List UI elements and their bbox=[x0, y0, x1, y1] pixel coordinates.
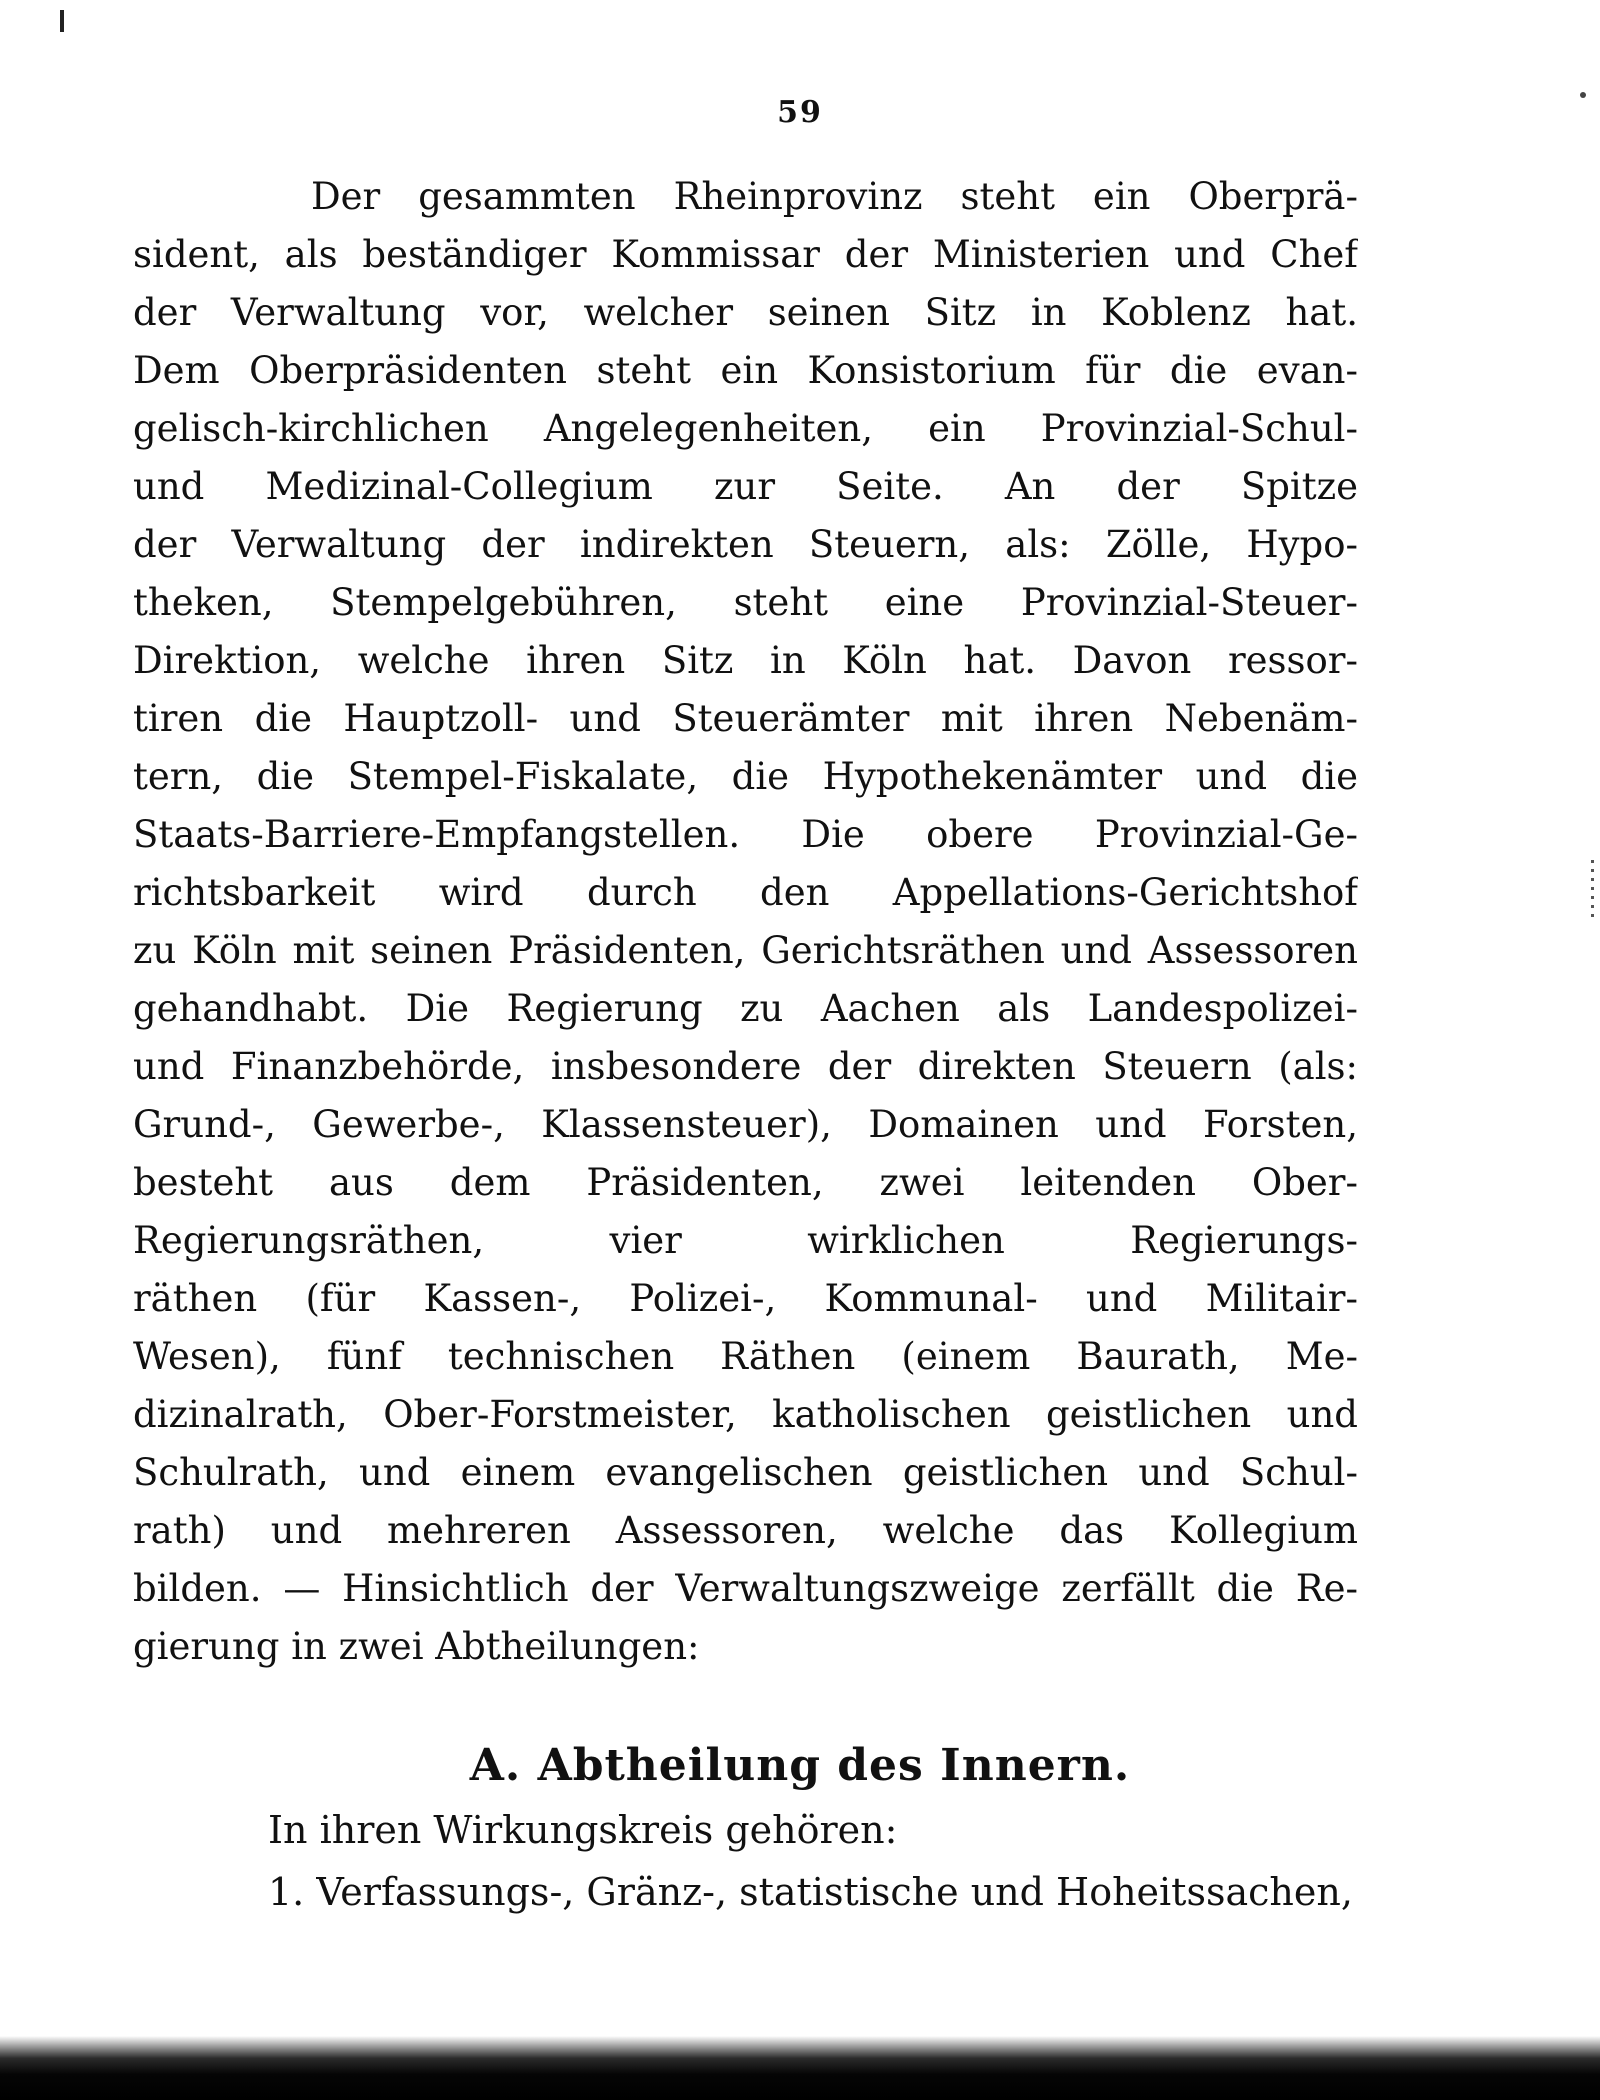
scan-bottom-edge bbox=[0, 2036, 1600, 2100]
paragraph-line: und Medizinal-Collegium zur Seite. An der Spitze bbox=[133, 465, 1358, 508]
paragraph-line: besteht aus dem Präsidenten, zwei leitenden Ober- bbox=[133, 1161, 1358, 1204]
paragraph-line: der Verwaltung der indirekten Steuern, als: Zölle, Hypo- bbox=[133, 523, 1358, 566]
paragraph-line: gehandhabt. Die Regierung zu Aachen als Landespolizei- bbox=[133, 987, 1358, 1030]
paragraph-line: Direktion, welche ihren Sitz in Köln hat. Davon ressor- bbox=[133, 639, 1358, 682]
scan-artifact-mark bbox=[60, 10, 64, 32]
paragraph-line: theken, Stempelgebühren, steht eine Provinzial-Steuer- bbox=[133, 581, 1358, 624]
paragraph-line: Regierungsräthen, vier wirklichen Regierungs- bbox=[133, 1219, 1358, 1262]
scan-artifact-specks bbox=[1591, 860, 1594, 920]
paragraph-line: rath) und mehreren Assessoren, welche das Kollegium bbox=[133, 1509, 1358, 1552]
paragraph-line: zu Köln mit seinen Präsidenten, Gerichtsräthen und Assessoren bbox=[133, 929, 1358, 972]
intro-text: In ihren Wirkungskreis gehören: bbox=[268, 1808, 898, 1852]
paragraph-line: Grund-, Gewerbe-, Klassensteuer), Domainen und Forsten, bbox=[133, 1103, 1358, 1146]
paragraph-line: gierung in zwei Abtheilungen: bbox=[133, 1625, 700, 1668]
section-heading: A. Abtheilung des Innern. bbox=[469, 1740, 1131, 1791]
paragraph-line: tern, die Stempel-Fiskalate, die Hypothekenämter und die bbox=[133, 755, 1358, 798]
list-item: 1. Verfassungs-, Gränz-, statistische und Hoheitssachen, bbox=[268, 1870, 1353, 1914]
page-number: 59 bbox=[777, 95, 823, 130]
paragraph-line: sident, als beständiger Kommissar der Ministerien und Chef bbox=[133, 233, 1358, 276]
paragraph-line: gelisch-kirchlichen Angelegenheiten, ein Provinzial-Schul- bbox=[133, 407, 1358, 450]
paragraph-line: räthen (für Kassen-, Polizei-, Kommunal- und Militair- bbox=[133, 1277, 1358, 1320]
body-paragraph bbox=[133, 168, 1358, 1676]
paragraph-line: Dem Oberpräsidenten steht ein Konsistorium für die evan- bbox=[133, 349, 1358, 392]
paragraph-line: richtsbarkeit wird durch den Appellations-Gerichtshof bbox=[133, 871, 1358, 914]
paragraph-line: der Verwaltung vor, welcher seinen Sitz in Koblenz hat. bbox=[133, 291, 1358, 334]
paragraph-line: dizinalrath, Ober-Forstmeister, katholischen geistlichen und bbox=[133, 1393, 1358, 1436]
paragraph-line: tiren die Hauptzoll- und Steuerämter mit ihren Nebenäm- bbox=[133, 697, 1358, 740]
paragraph-line: Schulrath, und einem evangelischen geistlichen und Schul- bbox=[133, 1451, 1358, 1494]
paragraph-line: bilden. — Hinsichtlich der Verwaltungszweige zerfällt die Re- bbox=[133, 1567, 1358, 1610]
paragraph-line: Staats-Barriere-Empfangstellen. Die obere Provinzial-Ge- bbox=[133, 813, 1358, 856]
paragraph-line: Wesen), fünf technischen Räthen (einem Baurath, Me- bbox=[133, 1335, 1358, 1378]
paragraph-line: Der gesammten Rheinprovinz steht ein Oberprä- bbox=[311, 175, 1358, 218]
paragraph-line: und Finanzbehörde, insbesondere der direkten Steuern (als: bbox=[133, 1045, 1358, 1088]
